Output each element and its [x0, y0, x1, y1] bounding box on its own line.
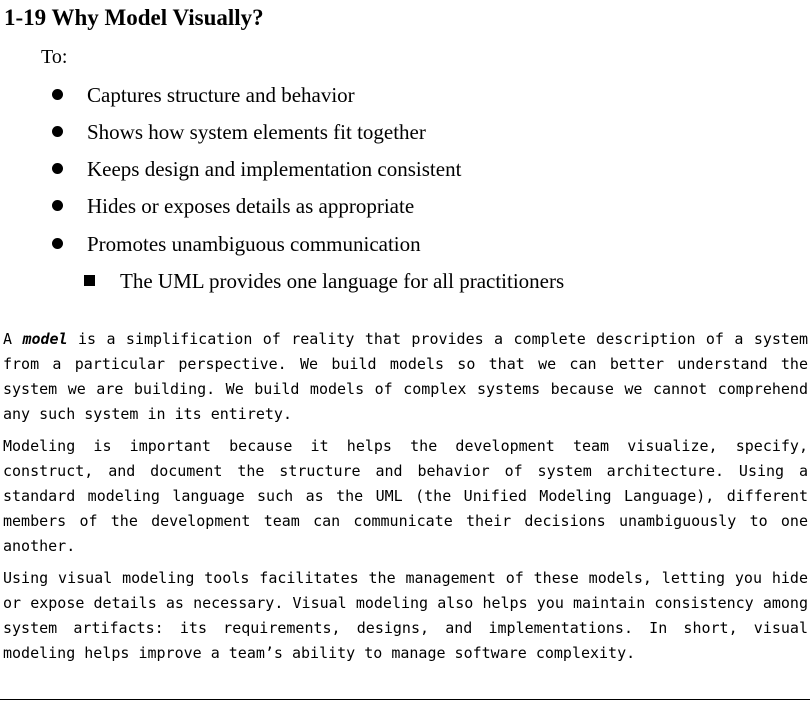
bullet-text: Hides or exposes details as appropriate [87, 194, 415, 218]
bullet-dot-icon [52, 200, 63, 211]
paragraph-visual-modeling-tools: Using visual modeling tools facilitates the management of these models, letting you hide or expose details as necessary. Visual modeling also helps you maintain consistency among system artifacts: its requirements, designs, and implementations. In short, visual modeling helps improve a team’s ability to manage software complexity. [3, 569, 808, 662]
bottom-divider [0, 699, 810, 700]
page-title: 1-19 Why Model Visually? [4, 5, 264, 30]
bullet-text: Promotes unambiguous communication [87, 232, 421, 256]
bullet-dot-icon [52, 126, 63, 137]
paragraph-modeling-importance: Modeling is important because it helps the development team visualize, specify, construct, and document the structure and behavior of system architecture. Using a standard modeling language such as the UML (the Unified Modeling Language), different members of the development team can communicate their decisions unambiguously to one another. [3, 437, 808, 555]
intro-label: To: [41, 46, 68, 68]
keyword-model: model [22, 330, 68, 348]
bullet-dot-icon [52, 163, 63, 174]
bullet-text: Shows how system elements fit together [87, 120, 426, 144]
paragraph-body: is a simplification of reality that provides a complete description of a system from a particular perspective. We build models so that we can better understand the system we are building. We build models of complex systems because we cannot comprehend any such system in its entirety. [3, 330, 809, 423]
bullet-text: Captures structure and behavior [87, 83, 355, 107]
bullet-dot-icon [52, 238, 63, 249]
sub-bullet-text: The UML provides one language for all practitioners [120, 269, 565, 293]
bullet-dot-icon [52, 89, 63, 100]
paragraph-model-definition [3, 327, 808, 427]
square-bullet-icon [84, 275, 95, 286]
paragraph-prefix: A [3, 330, 23, 348]
bullet-text: Keeps design and implementation consistent [87, 157, 462, 181]
